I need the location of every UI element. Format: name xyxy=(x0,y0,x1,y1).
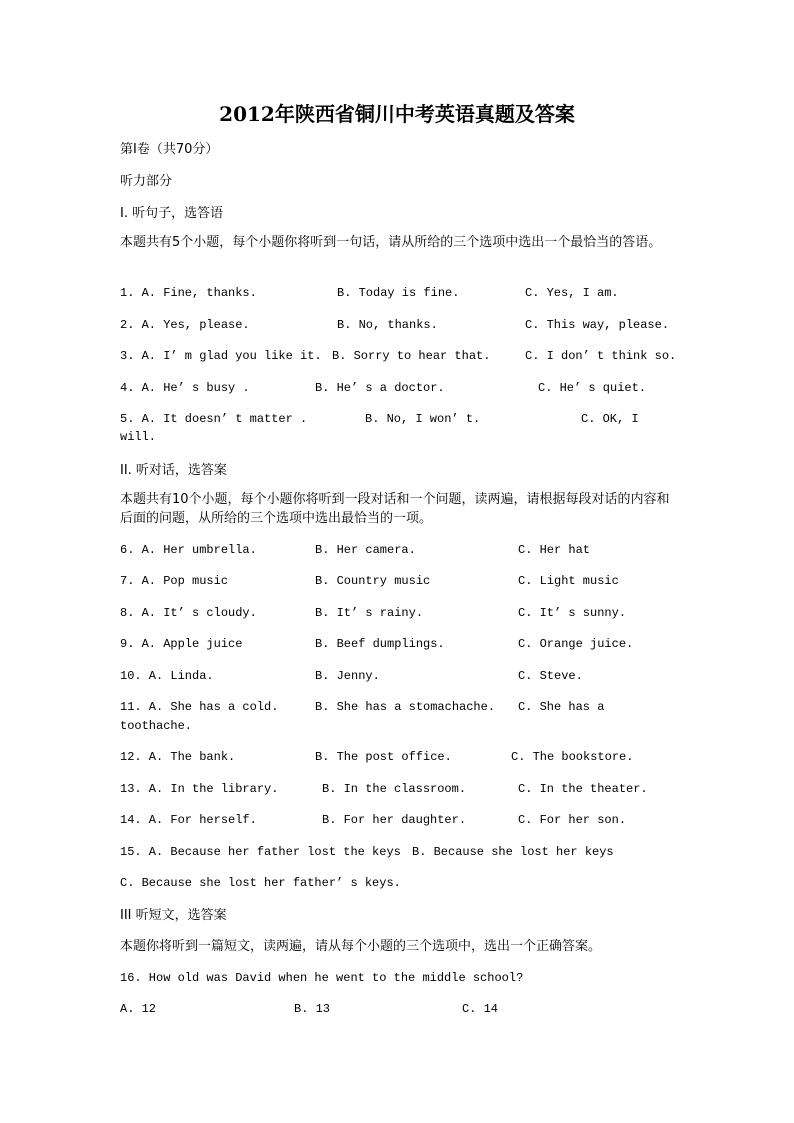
section3-instruction: 本题你将听到一篇短文，读两遍，请从每个小题的三个选项中，选出一个正确答案。 xyxy=(120,939,602,954)
option-b: B. No, thanks. xyxy=(337,318,438,332)
option-continuation: C. Because she lost her father’ s keys. xyxy=(120,876,401,890)
option-c: C. Steve. xyxy=(518,669,583,683)
option-a: 12. A. The bank. xyxy=(120,750,236,764)
option-c: C. For her son. xyxy=(518,813,627,827)
option-a: 13. A. In the library. xyxy=(120,782,279,796)
question-row xyxy=(0,782,794,802)
option-c: C. It’ s sunny. xyxy=(518,606,627,620)
question-row xyxy=(0,349,794,369)
option-c: C. Light music xyxy=(518,574,619,588)
option-c: C. In the theater. xyxy=(518,782,648,796)
option-b: B. In the classroom. xyxy=(322,782,467,796)
option-continuation: toothache. xyxy=(120,719,193,733)
question-row xyxy=(0,700,794,720)
section3-heading: III 听短文，选答案 xyxy=(120,908,227,923)
option-b: B. She has a stomachache. xyxy=(315,700,496,714)
question-stem: 16. How old was David when he went to the middle school? xyxy=(120,971,524,985)
option-c: C. He’ s quiet. xyxy=(538,381,647,395)
option-b: B. Today is fine. xyxy=(337,286,460,300)
option-b: B. Country music xyxy=(315,574,431,588)
option-a: 9. A. Apple juice xyxy=(120,637,243,651)
part-heading: 第I卷（共70分） xyxy=(120,142,219,157)
question-row xyxy=(0,606,794,626)
option-a: 14. A. For herself. xyxy=(120,813,257,827)
question-row xyxy=(0,318,794,338)
option-c: C. I don’ t think so. xyxy=(525,349,677,363)
option-a: 11. A. She has a cold. xyxy=(120,700,279,714)
question-row xyxy=(0,574,794,594)
option-a: 3. A. I’ m glad you like it. xyxy=(120,349,322,363)
option-a: 1. A. Fine, thanks. xyxy=(120,286,257,300)
section1-heading: I. 听句子，选答语 xyxy=(120,206,224,221)
option-a: 5. A. It doesn’ t matter . xyxy=(120,412,308,426)
question-row xyxy=(0,845,794,865)
question-row xyxy=(0,637,794,657)
question-row xyxy=(0,750,794,770)
option-continuation: will. xyxy=(120,430,157,444)
question-row xyxy=(0,669,794,689)
option-b: B. 13 xyxy=(294,1002,331,1016)
option-c: C. Yes, I am. xyxy=(525,286,619,300)
option-c: C. This way, please. xyxy=(525,318,670,332)
option-b: B. Sorry to hear that. xyxy=(332,349,491,363)
option-c: C. The bookstore. xyxy=(511,750,634,764)
option-a: 15. A. Because her father lost the keys xyxy=(120,845,401,859)
option-a: 4. A. He’ s busy . xyxy=(120,381,250,395)
section2-instruction: 本题共有10个小题，每个小题你将听到一段对话和一个问题，读两遍，请根据每段对话的内容和后面的问题，从所给的三个选项中选出最恰当的一项。 xyxy=(120,492,670,526)
question-row xyxy=(0,381,794,401)
section2-heading: II. 听对话，选答案 xyxy=(120,463,227,478)
option-b: B. Beef dumplings. xyxy=(315,637,445,651)
option-b: B. The post office. xyxy=(315,750,452,764)
option-b: B. No, I won’ t. xyxy=(365,412,481,426)
option-a: 8. A. It’ s cloudy. xyxy=(120,606,257,620)
option-a: 6. A. Her umbrella. xyxy=(120,543,257,557)
option-b: B. He’ s a doctor. xyxy=(315,381,445,395)
question-row xyxy=(0,813,794,833)
option-c: C. 14 xyxy=(462,1002,499,1016)
question-row xyxy=(0,1002,794,1022)
option-a: 10. A. Linda. xyxy=(120,669,214,683)
listening-heading: 听力部分 xyxy=(120,174,173,189)
option-b: B. Because she lost her keys xyxy=(412,845,614,859)
section1-instruction: 本题共有5个小题，每个小题你将听到一句话，请从所给的三个选项中选出一个最恰当的答语。 xyxy=(120,235,662,250)
option-b: B. For her daughter. xyxy=(322,813,467,827)
option-b: B. Jenny. xyxy=(315,669,380,683)
question-row xyxy=(0,286,794,306)
page-title: 2012年陕西省铜川中考英语真题及答案 xyxy=(219,102,575,126)
question-row xyxy=(0,543,794,563)
option-a: 7. A. Pop music xyxy=(120,574,229,588)
option-b: B. It’ s rainy. xyxy=(315,606,424,620)
option-c: C. OK, I xyxy=(581,412,639,426)
option-a: A. 12 xyxy=(120,1002,157,1016)
option-a: 2. A. Yes, please. xyxy=(120,318,250,332)
option-c: C. Her hat xyxy=(518,543,591,557)
option-c: C. She has a xyxy=(518,700,605,714)
option-b: B. Her camera. xyxy=(315,543,416,557)
question-row xyxy=(0,412,794,432)
option-c: C. Orange juice. xyxy=(518,637,634,651)
